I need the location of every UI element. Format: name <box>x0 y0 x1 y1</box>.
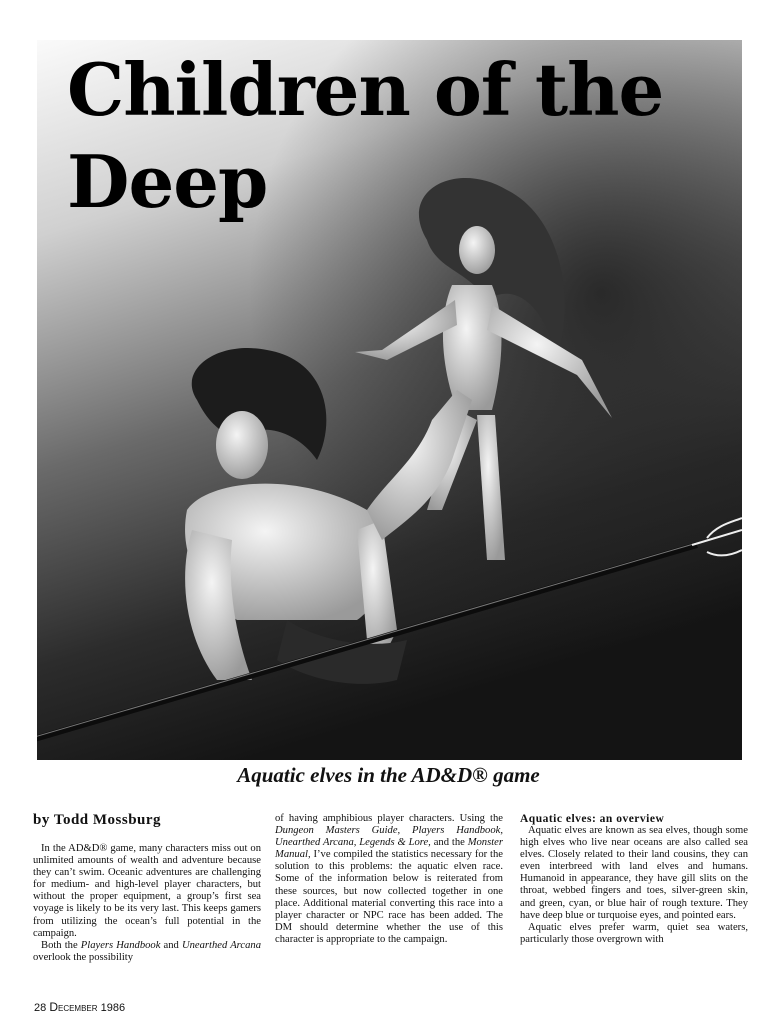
text-run: and <box>160 939 182 951</box>
text-run: Both the <box>41 939 81 951</box>
article-subtitle: Aquatic elves in the AD&D® game <box>237 763 540 787</box>
section-heading: Aquatic elves: an overview <box>520 813 665 825</box>
book-title: Unearthed Arcana <box>181 939 262 951</box>
text-run: and the <box>430 837 468 849</box>
text-run: of having amphibious player characters. Using the <box>275 813 503 824</box>
text-column-3 <box>520 813 748 946</box>
title-line-2: Deep <box>67 139 268 224</box>
paragraph: Aquatic elves are known as sea elves, though some high elves who live near oceans are also called sea elves. Closely related to their land cousins, they can even interbreed with land elves and humans. Humanoid in appearance, they have gill slits on the throat, webbed fingers and toes, silver-green skin, and green, cyan, or blue hair of rough texture. They have deep blue or turquoise eyes, and pointed ears. <box>520 825 748 921</box>
title-line-1: Children of the <box>67 47 664 132</box>
paragraph <box>33 940 261 964</box>
page-number: 28 <box>34 1002 47 1014</box>
aquatic-elves-illustration <box>37 40 742 760</box>
issue-year: 1986 <box>100 1002 126 1014</box>
book-title: Dungeon Masters Guide, Players Handbook, Unearthed Arcana, Legends & Lore, <box>275 825 503 849</box>
paragraph: Aquatic elves prefer warm, quiet sea waters, particularly those overgrown with <box>520 921 748 945</box>
text-run: I’ve compiled the statistics necessary for the solution to this problems: the aquatic elven race. Some of the information below is reiterated from these sources, but now collected together in one place. Additional material converting this race into a player character or NPC race has been added. The DM should determine whether the use of this character is appropriate to the campaign. <box>275 849 503 945</box>
paragraph: In the AD&D® game, many characters miss out on unlimited amounts of wealth and adventure because they can’t swim. Oceanic adventures are challenging for medium- and high-level player characters, but without the proper equipment, a group’s first sea voyage is likely to be its very last. This keeps gamers from utilizing the ocean’s full potential in the campaign. <box>33 843 261 939</box>
byline: by Todd Mossburg <box>33 812 162 828</box>
paragraph <box>275 813 503 946</box>
text-column-2 <box>275 813 503 946</box>
book-title: Players Handbook <box>80 939 161 951</box>
book-title: Monster Manual, <box>275 837 503 861</box>
issue-month: December <box>49 1000 98 1014</box>
text-column-1 <box>33 812 261 964</box>
text-run: overlook the possibility <box>33 951 134 963</box>
article-title <box>67 44 663 228</box>
page-folio <box>34 1000 125 1014</box>
